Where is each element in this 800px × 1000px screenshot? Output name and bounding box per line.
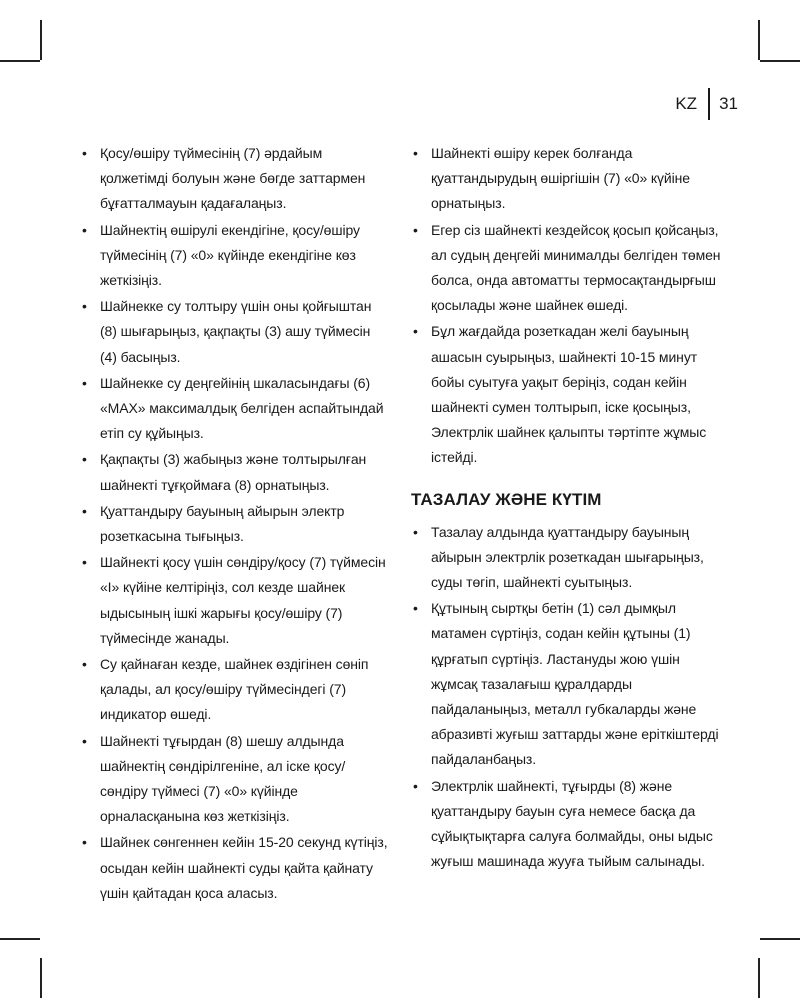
instruction-list: [80, 141, 390, 906]
list-item: • Шайнекке су толтыру үшін оны қойғыштан (8) шығарыңыз, қақпақты (3) ашу түймесін (4) басыңыз.: [80, 294, 390, 370]
crop-mark: [0, 60, 40, 62]
list-item: • Қақпақты (3) жабыңыз және толтырылған шайнекті тұғқоймаға (8) орнатыңыз.: [80, 447, 390, 497]
list-item: • Шайнек сөнгеннен кейін 15-20 секунд күтіңіз, осыдан кейін шайнекті суды қайта қайнату үшін қайтадан қоса аласыз.: [80, 830, 390, 906]
list-item: • Құтының сыртқы бетін (1) сәл дымқыл матамен сүртіңіз, содан кейін құтыны (1) құрғатып сүртіңіз. Ластануды жою үшін жұмсақ тазалағыш құралдарды пайдаланыңыз, металл губкаларды және абразивті жуғыш заттарды және еріткіштерді пайдаланбаңыз.: [411, 596, 726, 772]
list-item: • Электрлік шайнекті, тұғырды (8) және қуаттандыру бауын суға немесе басқа да сұйықтықтарға салуға болмайды, оны ыдыс жуғыш машинада жууға тыйым салынады.: [411, 774, 726, 875]
section-title: ТАЗАЛАУ ЖӘНЕ КҮТІМ: [411, 489, 602, 509]
cleaning-list: [411, 520, 726, 875]
list-item: • Қосу/өшіру түймесінің (7) әрдайым қолжетімді болуын және бөгде заттармен бұғатталмауын қадағалаңыз.: [80, 141, 390, 217]
crop-mark: [760, 938, 800, 940]
language-code: KZ: [675, 94, 698, 113]
list-item: • Шайнекті өшіру керек болғанда қуаттандырудың өшіргішін (7) «0» күйіне орнатыңыз.: [411, 141, 726, 217]
crop-mark: [758, 20, 760, 60]
list-item: • Су қайнаған кезде, шайнек өздігінен сөніп қалады, ал қосу/өшіру түймесіндегі (7) индикатор өшеді.: [80, 652, 390, 728]
left-column: [80, 141, 390, 907]
crop-mark: [40, 20, 42, 60]
crop-mark: [758, 958, 760, 998]
header-divider: [708, 88, 710, 120]
list-item: • Шайнекті тұғырдан (8) шешу алдында шайнектің сөндірілгеніне, ал іске қосу/сөндіру түймесі (7) «0» күйінде орналасқанына көз жеткізіңіз.: [80, 729, 390, 830]
list-item: • Шайнекке су деңгейінің шкаласындағы (6) «MAX» максималдық белгіден аспайтындай етіп су құйыңыз.: [80, 371, 390, 447]
list-item: • Тазалау алдында қуаттандыру бауының айырын электрлік розеткадан шығарыңыз, суды төгіп, шайнекті суытыңыз.: [411, 520, 726, 596]
page-header: [675, 88, 738, 120]
instruction-list: [411, 141, 726, 471]
list-item: • Шайнекті қосу үшін сөндіру/қосу (7) түймесін «I» күйіне келтіріңіз, сол кезде шайнек ыдысының ішкі жарығы қосу/өшіру (7) түймесінде жанады.: [80, 550, 390, 651]
crop-mark: [760, 60, 800, 62]
list-item: • Шайнектің өшірулі екендігіне, қосу/өшіру түймесінің (7) «0» күйінде екендігіне көз жеткізіңіз.: [80, 218, 390, 294]
page-number: 31: [719, 94, 738, 113]
right-column: [411, 141, 726, 875]
list-item: • Қуаттандыру бауының айырын электр розеткасына тығыңыз.: [80, 499, 390, 549]
list-item: • Бұл жағдайда розеткадан желі бауының ашасын суырыңыз, шайнекті 10-15 минут бойы суытуға уақыт беріңіз, содан кейін шайнекті сумен толтырып, іске қосыңыз, Электрлік шайнек қалыпты тәртіпте жұмыс істейді.: [411, 319, 726, 470]
crop-mark: [0, 938, 40, 940]
list-item: • Егер сіз шайнекті кездейсоқ қосып қойсаңыз, ал судың деңгейі минималды белгіден төмен болса, онда автоматты термосақтандырғыш қосылады және шайнек өшеді.: [411, 218, 726, 319]
crop-mark: [40, 958, 42, 998]
